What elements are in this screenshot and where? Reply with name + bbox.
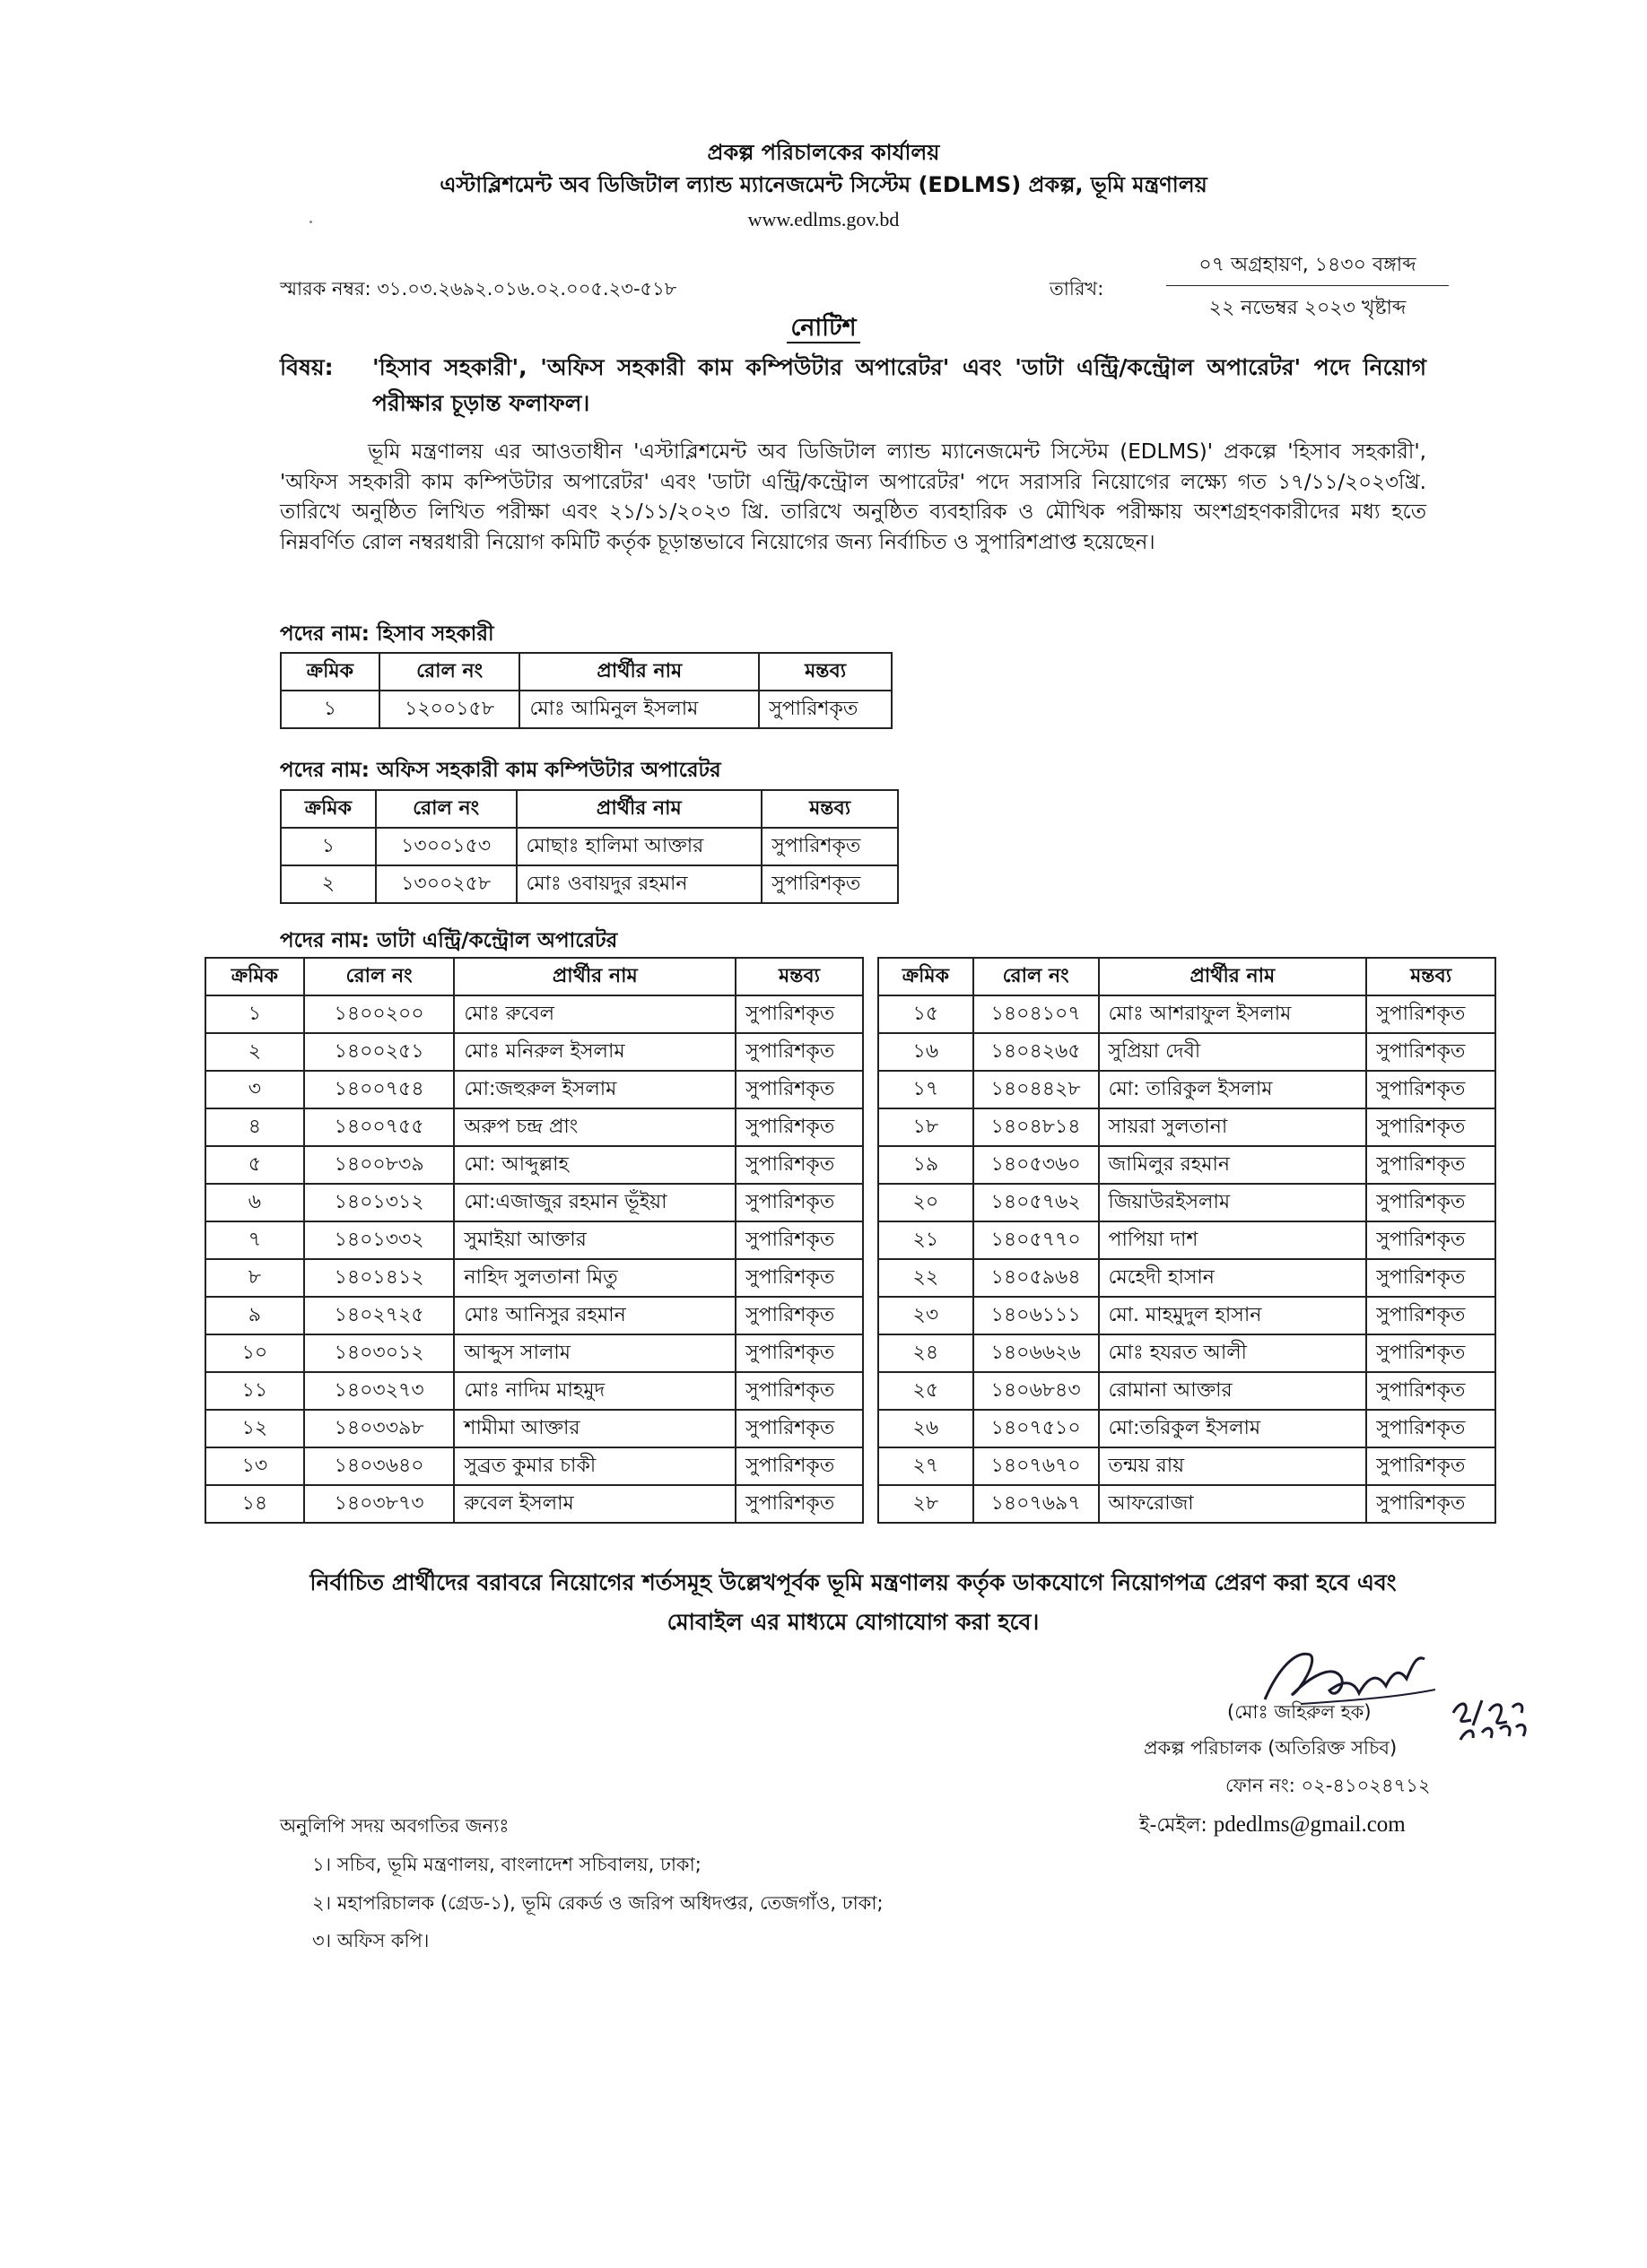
remark-cell: সুপারিশকৃত — [1366, 1184, 1495, 1221]
serial-cell: ১ — [281, 828, 376, 865]
candidate-name-cell: মোঃ হযরত আলী — [1099, 1334, 1367, 1372]
post3-title: পদের নাম: ডাটা এন্ট্রি/কন্ট্রোল অপারেটর — [280, 929, 618, 952]
candidate-name-cell: তন্ময় রায় — [1099, 1447, 1367, 1485]
serial-cell: ১৮ — [878, 1108, 973, 1146]
serial-cell: ২৮ — [878, 1485, 973, 1523]
candidate-name-cell: পাপিয়া দাশ — [1099, 1221, 1367, 1259]
candidate-name-cell: নাহিদ সুলতানা মিতু — [454, 1259, 736, 1297]
roll-cell: ১৪০৬৮৪৩ — [973, 1372, 1099, 1410]
office-title: প্রকল্প পরিচালকের কার্যালয় — [707, 140, 940, 165]
table-row — [281, 691, 892, 728]
candidate-name-cell: জামিলুর রহমান — [1099, 1146, 1367, 1184]
candidate-name-cell: মোঃ ওবায়দুর রহমান — [517, 865, 762, 903]
email-label: ই-মেইল: — [1139, 1814, 1207, 1837]
serial-cell: ২৬ — [878, 1410, 973, 1447]
remark-cell: সুপারিশকৃত — [1366, 1447, 1495, 1485]
copy-to-item: ২। মহাপরিচালক (গ্রেড-১), ভূমি রেকর্ড ও জরিপ অধিদপ্তর, তেজগাঁও, ঢাকা; — [312, 1892, 884, 1914]
serial-cell: ২২ — [878, 1259, 973, 1297]
remark-cell: সুপারিশকৃত — [762, 828, 898, 865]
table-row — [205, 1334, 863, 1372]
post1-header-row — [281, 653, 892, 691]
roll-cell: ১৩০০১৫৩ — [376, 828, 517, 865]
candidate-name-cell: সায়রা সুলতানা — [1099, 1108, 1367, 1146]
serial-cell: ১২ — [205, 1410, 304, 1447]
remark-cell: সুপারিশকৃত — [736, 1071, 863, 1108]
signatory-designation: প্রকল্প পরিচালক (অতিরিক্ত সচিব) — [1144, 1737, 1398, 1759]
candidate-name-cell: মোছাঃ হালিমা আক্তার — [517, 828, 762, 865]
table-row — [205, 1221, 863, 1259]
remark-cell: সুপারিশকৃত — [762, 865, 898, 903]
remark-cell: সুপারিশকৃত — [1366, 1485, 1495, 1523]
serial-cell: ১৩ — [205, 1447, 304, 1485]
post3-left-table — [205, 957, 864, 1524]
roll-cell: ১৪০৭৬৯৭ — [973, 1485, 1099, 1523]
serial-cell: ৪ — [205, 1108, 304, 1146]
candidate-name-cell: অরুপ চন্দ্র প্রাং — [454, 1108, 736, 1146]
table-row — [878, 1410, 1495, 1447]
table-row — [205, 1259, 863, 1297]
roll-cell: ১৪০৭৫১০ — [973, 1410, 1099, 1447]
table-row — [878, 1071, 1495, 1108]
table-row — [878, 1033, 1495, 1071]
column-header: মন্তব্য — [736, 958, 863, 995]
table-row — [281, 865, 898, 903]
serial-cell: ৯ — [205, 1297, 304, 1334]
serial-cell: ২ — [281, 865, 376, 903]
remark-cell: সুপারিশকৃত — [759, 691, 892, 728]
serial-cell: ২১ — [878, 1221, 973, 1259]
table-row — [878, 1184, 1495, 1221]
roll-cell: ১৪০৫৯৬৪ — [973, 1259, 1099, 1297]
footer-note: নির্বাচিত প্রার্থীদের বরাবরে নিয়োগের শর্তসমূহ উল্লেখপূর্বক ভূমি মন্ত্রণালয় কর্তৃক ডাকযোগে নিয়োগপত্র প্রেরণ করা হবে এবং মোবাইল এর মাধ্যমে যোগাযোগ করা হবে। — [309, 1569, 1397, 1635]
table-row — [205, 995, 863, 1033]
roll-cell: ১৪০৭৬৭০ — [973, 1447, 1099, 1485]
table-row — [878, 1297, 1495, 1334]
roll-cell: ১৪০২৭২৫ — [304, 1297, 455, 1334]
remark-cell: সুপারিশকৃত — [736, 1297, 863, 1334]
post2-title: পদের নাম: অফিস সহকারী কাম কম্পিউটার অপারেটর — [280, 759, 721, 782]
serial-cell: ২ — [205, 1033, 304, 1071]
candidate-name-cell: মোঃ আশরাফুল ইসলাম — [1099, 995, 1367, 1033]
candidate-name-cell: রোমানা আক্তার — [1099, 1372, 1367, 1410]
roll-cell: ১২০০১৫৮ — [379, 691, 520, 728]
candidate-name-cell: মো:তরিকুল ইসলাম — [1099, 1410, 1367, 1447]
roll-cell: ১৪০৩৬৪০ — [304, 1447, 455, 1485]
signatory-phone: ফোন নং: ০২-৪১০২৪৭১২ — [1225, 1775, 1431, 1796]
remark-cell: সুপারিশকৃত — [1366, 1372, 1495, 1410]
serial-cell: ১ — [205, 995, 304, 1033]
notice-title: নোটিশ — [787, 314, 859, 343]
table-row — [205, 1297, 863, 1334]
column-header: রোল নং — [304, 958, 455, 995]
copy-to-title: অনুলিপি সদয় অবগতির জন্যঃ — [280, 1815, 510, 1837]
date-bangla: ০৭ অগ্রহায়ণ, ১৪৩০ বঙ্গাব্দ — [1198, 254, 1416, 276]
candidate-name-cell: সুমাইয়া আক্তার — [454, 1221, 736, 1259]
candidate-name-cell: মো. মাহমুদুল হাসান — [1099, 1297, 1367, 1334]
remark-cell: সুপারিশকৃত — [1366, 995, 1495, 1033]
roll-cell: ১৪০১৩১২ — [304, 1184, 455, 1221]
serial-cell: ২৫ — [878, 1372, 973, 1410]
column-header: মন্তব্য — [762, 790, 898, 828]
table-row — [878, 1108, 1495, 1146]
remark-cell: সুপারিশকৃত — [1366, 1033, 1495, 1071]
remark-cell: সুপারিশকৃত — [1366, 1410, 1495, 1447]
column-header: ক্রমিক — [878, 958, 973, 995]
column-header: ক্রমিক — [205, 958, 304, 995]
roll-cell: ১৪০৬১১১ — [973, 1297, 1099, 1334]
candidate-name-cell: মোঃ রুবেল — [454, 995, 736, 1033]
serial-cell: ২০ — [878, 1184, 973, 1221]
candidate-name-cell: রুবেল ইসলাম — [454, 1485, 736, 1523]
roll-cell: ১৪০০২০০ — [304, 995, 455, 1033]
roll-cell: ১৪০৩২৭৩ — [304, 1372, 455, 1410]
remark-cell: সুপারিশকৃত — [1366, 1071, 1495, 1108]
website: www.edlms.gov.bd — [747, 208, 900, 230]
roll-cell: ১৪০৩০১২ — [304, 1334, 455, 1372]
post2-header-row — [281, 790, 898, 828]
memo-number: স্মারক নম্বর: ৩১.০৩.২৬৯২.০১৬.০২.০০৫.২৩-৫১৮ — [280, 278, 677, 300]
post2-table — [280, 789, 899, 904]
date-divider — [1166, 285, 1449, 286]
table-row — [878, 1485, 1495, 1523]
post3-right-header-row — [878, 958, 1495, 995]
serial-cell: ৮ — [205, 1259, 304, 1297]
remark-cell: সুপারিশকৃত — [736, 1447, 863, 1485]
roll-cell: ১৪০৪১০৭ — [973, 995, 1099, 1033]
roll-cell: ১৪০১৪১২ — [304, 1259, 455, 1297]
roll-cell: ১৪০৫৭৬২ — [973, 1184, 1099, 1221]
table-row — [205, 1485, 863, 1523]
table-row — [205, 1033, 863, 1071]
column-header: প্রার্থীর নাম — [519, 653, 759, 691]
table-row — [878, 1447, 1495, 1485]
table-row — [878, 1372, 1495, 1410]
candidate-name-cell: সুব্রত কুমার চাকী — [454, 1447, 736, 1485]
table-row — [205, 1146, 863, 1184]
serial-cell: ১ — [281, 691, 379, 728]
column-header: মন্তব্য — [1366, 958, 1495, 995]
copy-to-item: ১। সচিব, ভূমি মন্ত্রণালয়, বাংলাদেশ সচিবালয়, ঢাকা; — [312, 1854, 702, 1875]
candidate-name-cell: মোঃ নাদিম মাহমুদ — [454, 1372, 736, 1410]
email-address: pdedlms@gmail.com — [1213, 1812, 1406, 1837]
candidate-name-cell: মোঃ মনিরুল ইসলাম — [454, 1033, 736, 1071]
table-row — [878, 1334, 1495, 1372]
remark-cell: সুপারিশকৃত — [1366, 1259, 1495, 1297]
candidate-name-cell: মো: আব্দুল্লাহ — [454, 1146, 736, 1184]
remark-cell: সুপারিশকৃত — [1366, 1108, 1495, 1146]
roll-cell: ১৪০৩৮৭৩ — [304, 1485, 455, 1523]
candidate-name-cell: মো:জহুরুল ইসলাম — [454, 1071, 736, 1108]
candidate-name-cell: মোঃ আনিসুর রহমান — [454, 1297, 736, 1334]
table-row — [205, 1184, 863, 1221]
serial-cell: ১৫ — [878, 995, 973, 1033]
remark-cell: সুপারিশকৃত — [736, 1334, 863, 1372]
column-header: রোল নং — [379, 653, 520, 691]
roll-cell: ১৩০০২৫৮ — [376, 865, 517, 903]
column-header: প্রার্থীর নাম — [1099, 958, 1367, 995]
remark-cell: সুপারিশকৃত — [736, 1485, 863, 1523]
remark-cell: সুপারিশকৃত — [736, 1410, 863, 1447]
serial-cell: ৫ — [205, 1146, 304, 1184]
serial-cell: ২৩ — [878, 1297, 973, 1334]
table-row — [205, 1372, 863, 1410]
date-english: ২২ নভেম্বর ২০২৩ খৃষ্টাব্দ — [1208, 297, 1407, 319]
project-title: এস্টাব্লিশমেন্ট অব ডিজিটাল ল্যান্ড ম্যানেজমেন্ট সিস্টেম (EDLMS) প্রকল্প, ভূমি মন্ত্রণালয় — [440, 172, 1207, 197]
remark-cell: সুপারিশকৃত — [736, 1033, 863, 1071]
roll-cell: ১৪০৩৩৯৮ — [304, 1410, 455, 1447]
column-header: ক্রমিক — [281, 653, 379, 691]
subject-text: 'হিসাব সহকারী', 'অফিস সহকারী কাম কম্পিউটার অপারেটর' এবং 'ডাটা এন্ট্রি/কন্ট্রোল অপারেটর' পদে নিয়োগ পরীক্ষার চূড়ান্ত ফলাফল। — [372, 354, 1426, 416]
post1-table — [280, 652, 893, 729]
column-header: মন্তব্য — [759, 653, 892, 691]
post1-title: পদের নাম: হিসাব সহকারী — [280, 622, 494, 646]
serial-cell: ৩ — [205, 1071, 304, 1108]
candidate-name-cell: মেহেদী হাসান — [1099, 1259, 1367, 1297]
table-row — [878, 1259, 1495, 1297]
roll-cell: ১৪০০৭৫৫ — [304, 1108, 455, 1146]
serial-cell: ১০ — [205, 1334, 304, 1372]
serial-cell: ১৪ — [205, 1485, 304, 1523]
serial-cell: ১১ — [205, 1372, 304, 1410]
remark-cell: সুপারিশকৃত — [1366, 1334, 1495, 1372]
roll-cell: ১৪০০৭৫৪ — [304, 1071, 455, 1108]
roll-cell: ১৪০৫৩৬০ — [973, 1146, 1099, 1184]
serial-cell: ১৭ — [878, 1071, 973, 1108]
copy-to-item: ৩। অফিস কপি। — [312, 1930, 430, 1951]
remark-cell: সুপারিশকৃত — [736, 1184, 863, 1221]
remark-cell: সুপারিশকৃত — [736, 995, 863, 1033]
roll-cell: ১৪০৬৬২৬ — [973, 1334, 1099, 1372]
candidate-name-cell: শামীমা আক্তার — [454, 1410, 736, 1447]
table-row — [878, 995, 1495, 1033]
candidate-name-cell: মো: তারিকুল ইসলাম — [1099, 1071, 1367, 1108]
table-row — [878, 1146, 1495, 1184]
serial-cell: ১৯ — [878, 1146, 973, 1184]
roll-cell: ১৪০০২৫১ — [304, 1033, 455, 1071]
candidate-name-cell: জিয়াউরইসলাম — [1099, 1184, 1367, 1221]
table-row — [205, 1071, 863, 1108]
candidate-name-cell: আফরোজা — [1099, 1485, 1367, 1523]
date-label: তারিখ: — [1050, 278, 1104, 300]
candidate-name-cell: আব্দুস সালাম — [454, 1334, 736, 1372]
column-header: ক্রমিক — [281, 790, 376, 828]
post3-right-table — [877, 957, 1496, 1524]
serial-cell: ২৭ — [878, 1447, 973, 1485]
table-row — [878, 1221, 1495, 1259]
table-row — [205, 1108, 863, 1146]
signatory-email-line — [1139, 1810, 1406, 1843]
column-header: প্রার্থীর নাম — [454, 958, 736, 995]
notice-heading — [0, 309, 1647, 350]
candidate-name-cell: মো:এজাজুর রহমান ভূঁইয়া — [454, 1184, 736, 1221]
serial-cell: ৬ — [205, 1184, 304, 1221]
candidate-name-cell: সুপ্রিয়া দেবী — [1099, 1033, 1367, 1071]
roll-cell: ১৪০৪২৬৫ — [973, 1033, 1099, 1071]
serial-cell: ৭ — [205, 1221, 304, 1259]
table-row — [205, 1447, 863, 1485]
serial-cell: ২৪ — [878, 1334, 973, 1372]
roll-cell: ১৪০৪৮১৪ — [973, 1108, 1099, 1146]
roll-cell: ১৪০৫৭৭০ — [973, 1221, 1099, 1259]
table-row — [205, 1410, 863, 1447]
serial-cell: ১৬ — [878, 1033, 973, 1071]
remark-cell: সুপারিশকৃত — [1366, 1297, 1495, 1334]
remark-cell: সুপারিশকৃত — [736, 1146, 863, 1184]
remark-cell: সুপারিশকৃত — [1366, 1146, 1495, 1184]
column-header: প্রার্থীর নাম — [517, 790, 762, 828]
remark-cell: সুপারিশকৃত — [736, 1108, 863, 1146]
table-row — [281, 828, 898, 865]
body-paragraph: ভূমি মন্ত্রণালয় এর আওতাধীন 'এস্টাব্লিশমেন্ট অব ডিজিটাল ল্যান্ড ম্যানেজমেন্ট সিস্টেম (EDLMS)' প্রকল্পে 'হিসাব সহকারী', 'অফিস সহকারী কাম কম্পিউটার অপারেটর' এবং 'ডাটা এন্ট্রি/কন্ট্রোল অপারেটর' পদে সরাসরি নিয়োগের লক্ষ্যে গত ১৭/১১/২০২৩খ্রি. তারিখে অনুষ্ঠিত লিখিত পরীক্ষা এবং ২১/১১/২০২৩ খ্রি. তারিখে অনুষ্ঠিত ব্যবহারিক ও মৌখিক পরীক্ষায় অংশগ্রহণকারীদের মধ্য হতে নিম্নবর্ণিত রোল নম্বরধারী নিয়োগ কমিটি কর্তৃক চূড়ান্তভাবে নিয়োগের জন্য নির্বাচিত ও সুপারিশপ্রাপ্ত হয়েছেন। — [280, 440, 1426, 554]
roll-cell: ১৪০৪৪২৮ — [973, 1071, 1099, 1108]
subject-label: বিষয়: — [280, 354, 334, 380]
signatory-name: (মোঃ জহিরুল হক) — [1227, 1701, 1372, 1723]
remark-cell: সুপারিশকৃত — [1366, 1221, 1495, 1259]
candidate-name-cell: মোঃ আমিনুল ইসলাম — [519, 691, 759, 728]
roll-cell: ১৪০১৩৩২ — [304, 1221, 455, 1259]
remark-cell: সুপারিশকৃত — [736, 1221, 863, 1259]
remark-cell: সুপারিশকৃত — [736, 1372, 863, 1410]
column-header: রোল নং — [376, 790, 517, 828]
column-header: রোল নং — [973, 958, 1099, 995]
remark-cell: সুপারিশকৃত — [736, 1259, 863, 1297]
roll-cell: ১৪০০৮৩৯ — [304, 1146, 455, 1184]
post3-left-header-row — [205, 958, 863, 995]
